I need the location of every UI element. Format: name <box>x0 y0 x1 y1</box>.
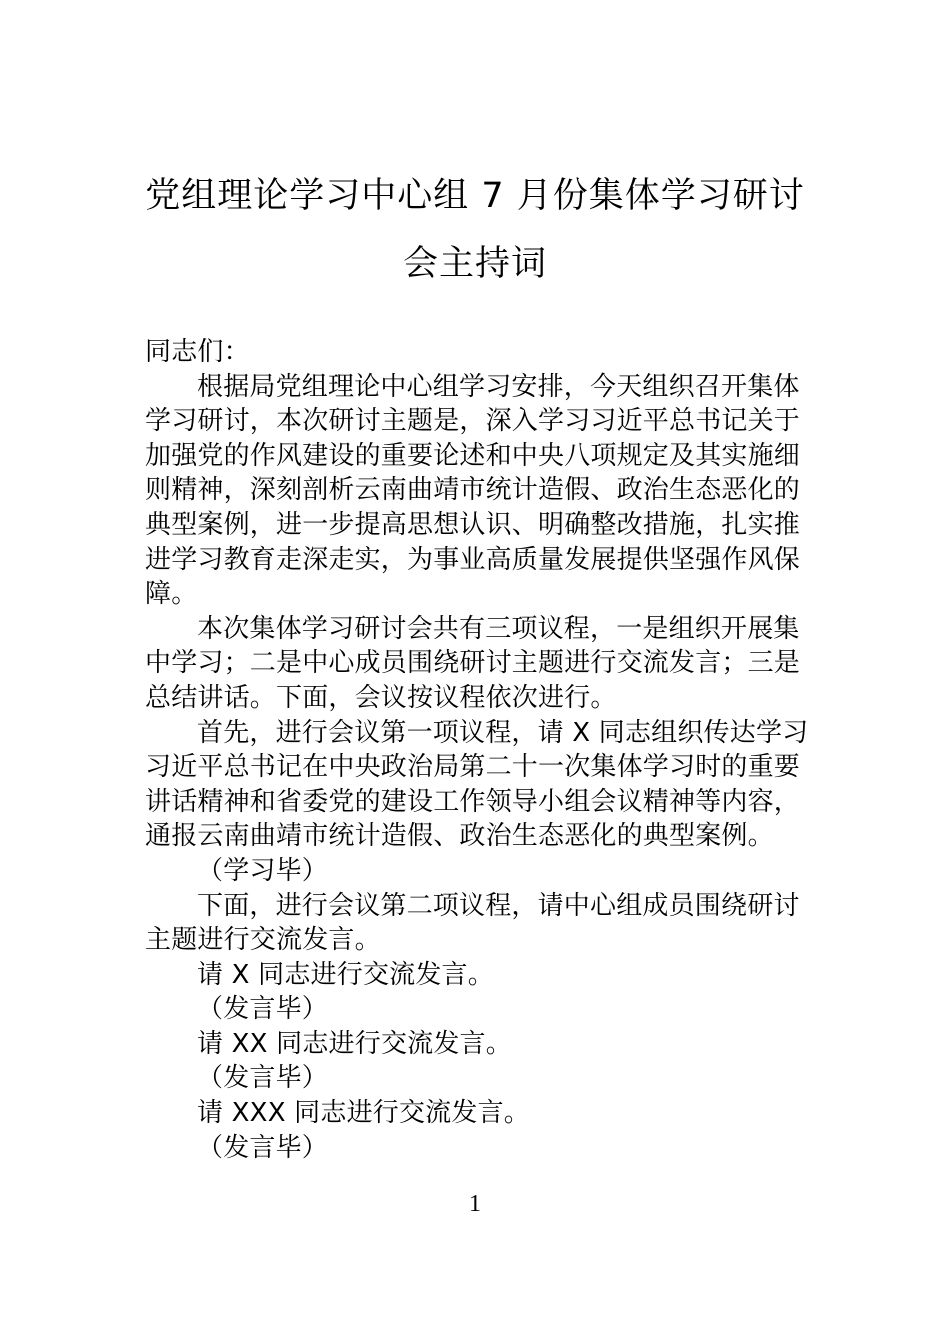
paragraph-line: 通报云南曲靖市统计造假、政治生态恶化的典型案例。 <box>145 821 774 852</box>
stage-note-line: （发言毕） <box>197 1063 329 1094</box>
salutation-line: 同志们： <box>145 337 250 367</box>
paragraph-line: 加强党的作风建设的重要论述和中央八项规定及其实施细 <box>145 440 801 471</box>
document-title-line-1: 党组理论学习中心组 7 月份集体学习研讨 <box>145 176 805 216</box>
speaker-line: 请 XXX 同志进行交流发言。 <box>197 1098 530 1129</box>
stage-note-line: （发言毕） <box>197 1132 329 1163</box>
paragraph-line: 学习研讨，本次研讨主题是，深入学习习近平总书记关于 <box>145 406 801 437</box>
paragraph-line: 则精神，深刻剖析云南曲靖市统计造假、政治生态恶化的 <box>145 475 801 506</box>
page-number: 1 <box>469 1191 481 1217</box>
stage-note-line: （学习毕） <box>197 855 329 886</box>
document-body <box>145 335 810 1165</box>
paragraph-line: 习近平总书记在中央政治局第二十一次集体学习时的重要 <box>145 752 801 783</box>
paragraph-line: 典型案例，进一步提高思想认识、明确整改措施，扎实推 <box>145 509 801 540</box>
paragraph-line: 根据局党组理论中心组学习安排，今天组织召开集体 <box>197 371 800 402</box>
paragraph-line: 首先，进行会议第一项议程，请 X 同志组织传达学习 <box>197 717 809 748</box>
paragraph-line: 下面，进行会议第二项议程，请中心组成员围绕研讨 <box>197 890 800 921</box>
paragraph-line: 进学习教育走深走实，为事业高质量发展提供坚强作风保 <box>145 544 801 575</box>
paragraph-line: 中学习；二是中心成员围绕研讨主题进行交流发言；三是 <box>145 648 801 679</box>
paragraph-line: 主题进行交流发言。 <box>145 925 381 956</box>
paragraph-line: 总结讲话。下面，会议按议程依次进行。 <box>145 682 617 713</box>
stage-note-line: （发言毕） <box>197 994 329 1025</box>
paragraph-line: 本次集体学习研讨会共有三项议程，一是组织开展集 <box>197 613 800 644</box>
paragraph-line: 障。 <box>145 579 198 610</box>
speaker-line: 请 X 同志进行交流发言。 <box>197 959 494 990</box>
document-title-line-2: 会主持词 <box>402 244 547 284</box>
paragraph-line: 讲话精神和省委党的建设工作领导小组会议精神等内容， <box>145 786 801 817</box>
speaker-line: 请 XX 同志进行交流发言。 <box>197 1028 512 1059</box>
